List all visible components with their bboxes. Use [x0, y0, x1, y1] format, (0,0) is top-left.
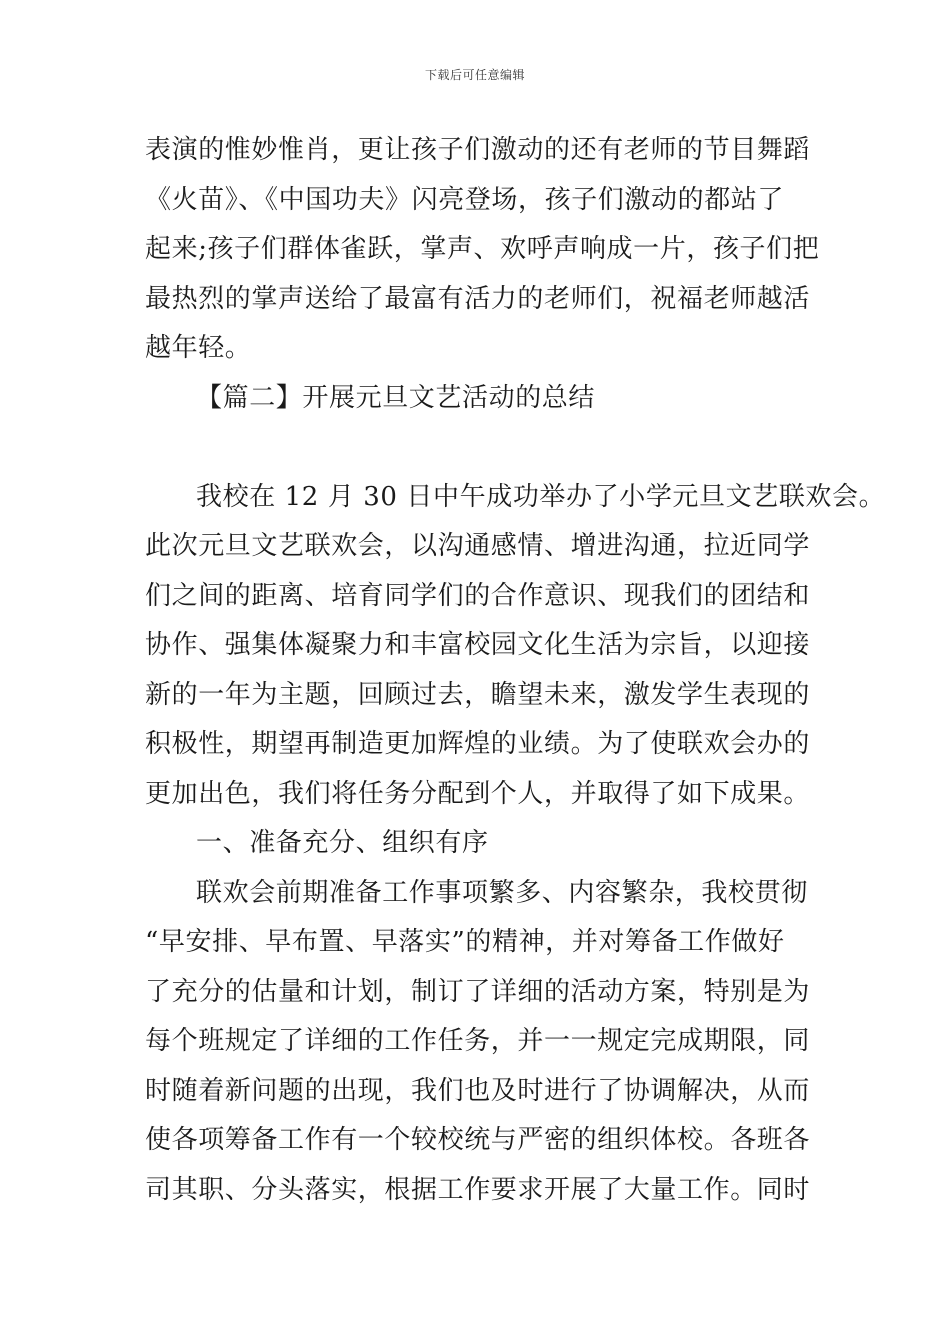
text-line: 越年轻。 [145, 333, 252, 363]
text-line: 新的一年为主题，回顾过去，瞻望未来，激发学生表现的 [145, 679, 811, 710]
text-line: 了充分的估量和计划，制订了详细的活动方案，特别是为 [145, 976, 811, 1007]
text-line: 每个班规定了详细的工作任务，并一一规定完成期限，同 [145, 1026, 811, 1056]
text-line: “早安排、早布置、早落实”的精神，并对筹备工作做好 [145, 927, 785, 957]
text-line: 更加出色，我们将任务分配到个人，并取得了如下成果。 [145, 778, 811, 809]
header-note: 下载后可任意编辑 [424, 68, 525, 82]
text-line: 使各项筹备工作有一个较校统与严密的组织体校。各班各 [145, 1125, 811, 1155]
text-line: 《火苗》、《中国功夫》闪亮登场，孩子们激动的都站了 [145, 184, 785, 215]
text-line: 表演的惟妙惟肖，更让孩子们激动的还有老师的节目舞蹈 [145, 135, 811, 165]
subsection-heading: 一、准备充分、组织有序 [196, 828, 489, 858]
text-line: 起来;孩子们群体雀跃，掌声、欢呼声响成一片，孩子们把 [145, 234, 820, 264]
text-line: 司其职、分头落实，根据工作要求开展了大量工作。同时 [145, 1174, 811, 1205]
text-line: 时随着新问题的出现，我们也及时进行了协调解决，从而 [145, 1075, 811, 1106]
blank-line [145, 423, 810, 473]
text-line: 协作、强集体凝聚力和丰富校园文化生活为宗旨，以迎接 [145, 630, 811, 660]
text-line: 们之间的距离、培育同学们的合作意识、现我们的团结和 [145, 580, 811, 611]
text-line: 此次元旦文艺联欢会，以沟通感情、增进沟通，拉近同学 [145, 531, 811, 561]
text-line: 积极性，期望再制造更加辉煌的业绩。为了使联欢会办的 [145, 729, 811, 759]
text-line: 我校在 12 月 30 日中午成功举办了小学元旦文艺联欢会。 [196, 481, 886, 512]
text-line: 联欢会前期准备工作事项繁多、内容繁杂，我校贯彻 [196, 877, 808, 908]
document-body [145, 126, 886, 1215]
text-line: 最热烈的掌声送给了最富有活力的老师们，祝福老师越活 [145, 283, 811, 314]
section-heading: 【篇二】开展元旦文艺活动的总结 [196, 382, 596, 413]
